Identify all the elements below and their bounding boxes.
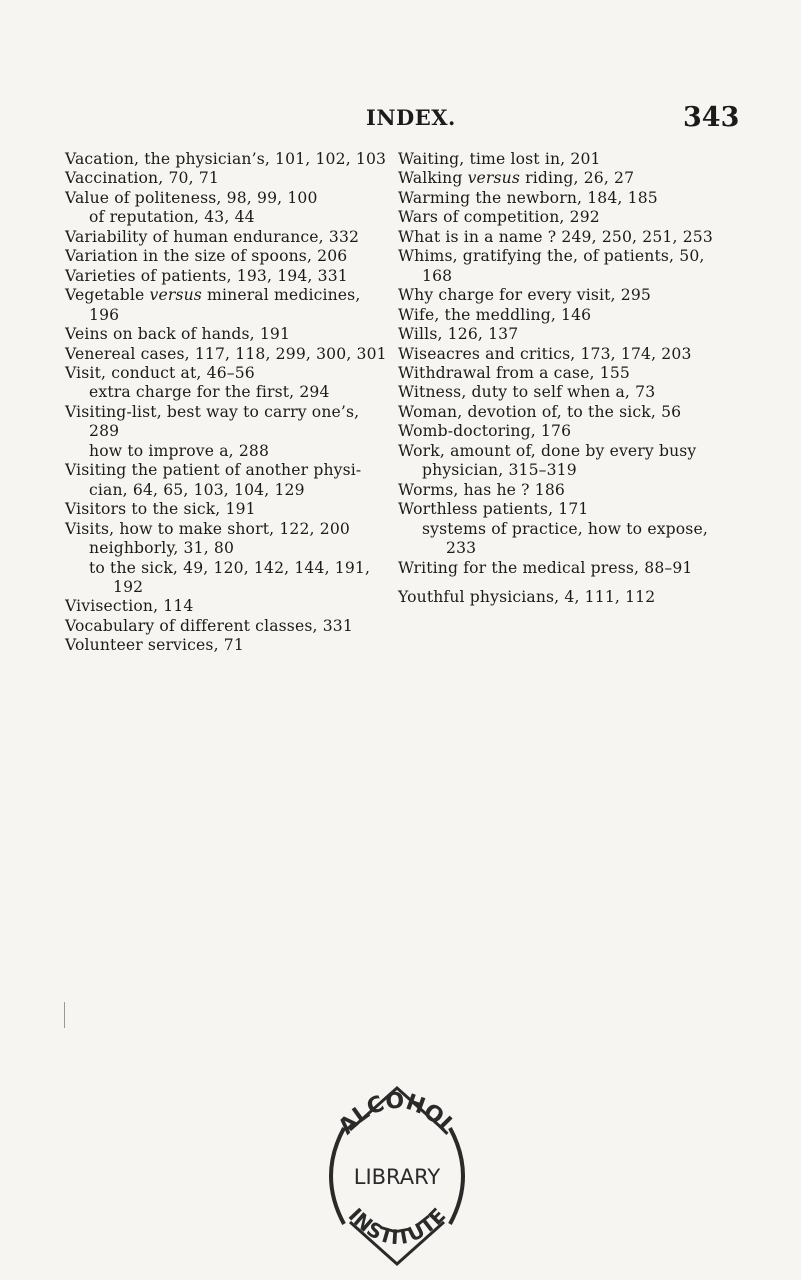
index-entry: Whims, gratifying the, of patients, 50, 168 [398,247,705,285]
index-entry: Withdrawal from a case, 155 [398,363,630,382]
index-entry: Volunteer services, 71 [65,636,244,655]
stamp-center-text: LIBRARY [353,1165,441,1189]
italic-term: versus [149,286,202,305]
margin-mark [64,1002,65,1028]
index-entry: Worms, has he ? 186 [398,480,565,499]
index-entry: Youthful physicians, 4, 111, 112 [398,587,656,606]
index-entry: Vegetable versus mineral medicines, 196 [65,286,361,324]
index-entry: Waiting, time lost in, 201 [398,150,601,168]
index-subentry: to the sick, 49, 120, 142, 144, 191, 192 [89,558,371,596]
index-subentry: systems of practice, how to expose, 233 [422,519,708,558]
index-entry: Value of politeness, 98, 99, 100 [65,188,318,207]
page-header [0,102,801,136]
index-column-right [398,150,736,607]
index-entry: Woman, devotion of, to the sick, 56 [398,402,682,421]
index-subentry: how to improve a, 288 [89,441,270,460]
library-stamp-icon [306,1080,488,1272]
index-entry: Vacation, the physician’s, 101, 102, 103 [65,150,387,168]
index-entry: Walking versus riding, 26, 27 [398,169,635,188]
index-entry: Writing for the medical press, 88–91 [398,558,693,577]
index-entry: Variability of human endurance, 332 [65,227,360,246]
index-entry: Wiseacres and critics, 173, 174, 203 [398,344,692,363]
index-entry: What is in a name ? 249, 250, 251, 253 [398,227,713,246]
index-entry: Why charge for every visit, 295 [398,286,651,305]
index-entry: Variation in the size of spoons, 206 [65,247,348,266]
index-subentry: of reputation, 43, 44 [89,208,255,227]
index-entry: Witness, duty to self when a, 73 [398,383,656,402]
index-entry: Warming the newborn, 184, 185 [398,188,658,207]
page-number: 343 [683,102,740,133]
index-entry: Wars of competition, 292 [398,208,600,227]
index-entry: Vocabulary of different classes, 331 [65,616,353,635]
index-entry: Venereal cases, 117, 118, 299, 300, 301 [65,344,387,363]
index-entry: Visits, how to make short, 122, 200 [65,519,350,538]
stamp-bottom-text: INSTITUTE [343,1203,451,1250]
index-subentry: neighborly, 31, 80 [89,539,235,558]
index-entry: Worthless patients, 171 [398,500,589,519]
index-entry: Wife, the meddling, 146 [398,305,592,324]
index-entry: Womb-doctoring, 176 [398,422,572,441]
index-entry: Visitors to the sick, 191 [65,500,256,519]
index-entry: Varieties of patients, 193, 194, 331 [65,266,348,285]
stamp-top-text: ALCOHOL [333,1088,461,1140]
index-entry: Work, amount of, done by every busy physician, 315–319 [398,441,697,480]
index-subentry: extra charge for the first, 294 [89,383,330,402]
index-entry: Visit, conduct at, 46–56 [65,363,255,382]
index-entry: Visiting-list, best way to carry one’s, 289 [65,402,360,441]
running-head-title: INDEX. [366,105,456,130]
index-entry: Visiting the patient of another physician, 64, 65, 103, 104, 129 [65,461,362,499]
index-entry: Vivisection, 114 [65,597,194,616]
italic-term: versus [467,169,521,188]
index-entry: Wills, 126, 137 [398,325,519,344]
index-entry: Vaccination, 70, 71 [65,169,219,188]
index-entry: Veins on back of hands, 191 [65,325,291,344]
library-stamp [306,1080,488,1272]
index-column-left [65,150,390,656]
